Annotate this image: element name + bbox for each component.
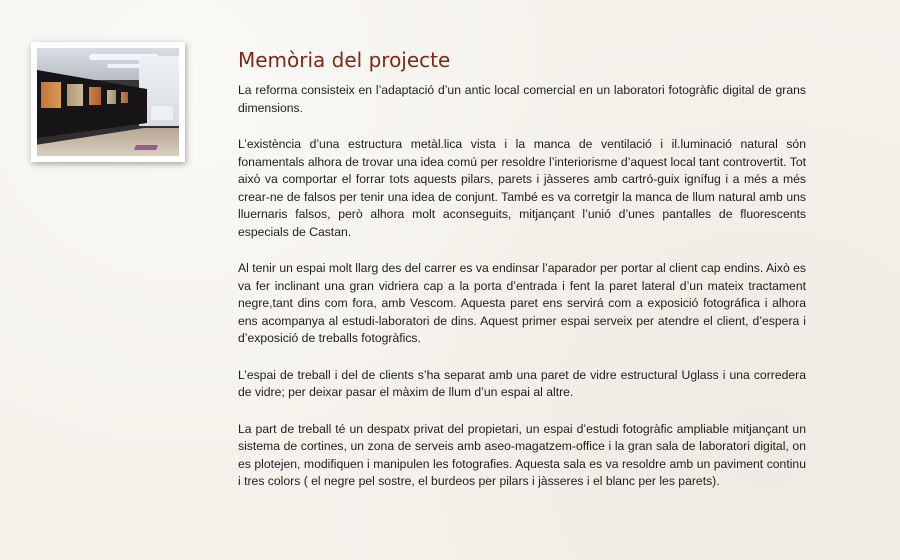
project-memory-section	[238, 48, 806, 510]
photo-exhibited-picture	[107, 90, 116, 104]
photo-exhibited-picture	[41, 82, 61, 108]
interior-photo-icon	[37, 48, 179, 156]
photo-desk	[151, 106, 173, 120]
photo-exhibited-picture	[89, 87, 101, 105]
paragraph-work-area: La part de treball té un despatx privat del propietari, un espai d’estudi fotogràfic ampliable mitjançant un sistema de cortines, un zona de serveis amb aseo-magatzem-office i la gran sala de laboratori digital, on es plotejen, modifiquen i manipulen les fotografies. Aquesta sala es va resoldre amb un paviment continu i tres colors ( el negre pel sostre, el burdeos per pilars i jàsseres i el blanc per les parets).	[238, 421, 806, 488]
paragraph-intro: La reforma consisteix en l’adaptació d’un antic local comercial en un laboratori fotogràfic digital de grans dimensions.	[238, 83, 806, 115]
project-photo-frame	[31, 42, 185, 162]
photo-exhibited-picture	[67, 84, 83, 106]
paragraph-shopfront: Al tenir un espai molt llarg des del carrer es va endinsar l’aparador per portar al client cap endins. Això es va fer inclinant una gran vidriera cap a la porta d’entrada i fent la paret lateral d’un mateix tractament negre,tant dins com fora, amb Vescom. Aquesta paret ens servirá com a exposició fotográfica i alhora ens acompanya al estudi-laboratori de dins. Aquest primer espai serveix per atendre el client, d’espera i d’exposició de treballs fotogràfics.	[238, 261, 806, 345]
paragraph-structure: L’existència d’una estructura metàl.lica vista i la manca de ventilació i il.luminació natural són fonamentals alhora de trovar una idea comú per resoldre l’interiorisme d’aquest local tant controvertit. Tot això va comportar el forrar tots aquests pilars, parets i jàsseres amb cartró-guix ignífug i a més a més crear-ne de falsos per tenir una idea de conjunt. També es va corretgir la manca de llum natural amb uns lluernaris falsos, però alhora molt aconseguits, mitjançant l’unió d’unes pantalles de fluorescents especials de Castan.	[238, 137, 806, 239]
page-title: Memòria del projecte	[238, 48, 451, 72]
photo-rug	[134, 145, 158, 150]
paragraph-glass-wall: L’espai de treball i del de clients s’ha separat amb una paret de vidre estructural Uglass i una corredera de vidre; per deixar pasar el màxim de llum d’un espai al altre.	[238, 367, 806, 399]
photo-exhibited-picture	[121, 92, 128, 103]
